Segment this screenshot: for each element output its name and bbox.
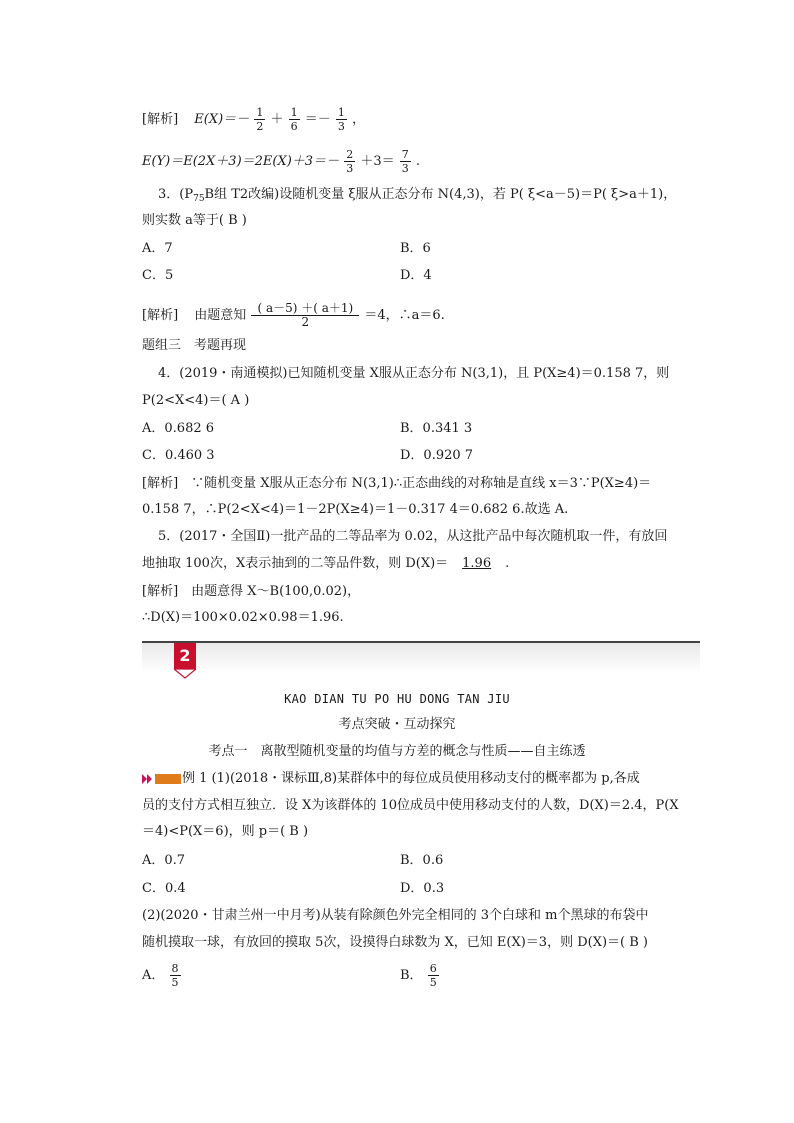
ex2-option-a <box>142 962 182 989</box>
solution-line-1 <box>142 106 365 133</box>
example-1-line-2: 员的支付方式相互独立．设 X为该群体的 10位成员中使用移动支付的人数，D(X)＝2.4，P(X <box>142 798 679 813</box>
example-1-line-3: ＝4)<P(X＝6)，则 p＝( B ) <box>142 824 309 839</box>
q3-option-b: B．6 <box>400 241 431 256</box>
question-5-line-2 <box>142 555 509 573</box>
question-4-line-2: P(2<X<4)＝( A ) <box>142 393 250 408</box>
answer-blank: 1.96 <box>462 556 492 571</box>
ex1-option-a: A．0.7 <box>142 853 186 868</box>
example-1-line-1 <box>142 770 640 788</box>
punctuation: . <box>505 556 510 571</box>
q4-option-d: D．0.920 7 <box>400 448 474 463</box>
question-4-line-1: 4．(2019・南通模拟)已知随机变量 X服从正态分布 N(3,1)，且 P(X≥4)＝0.158 7，则 <box>158 366 670 381</box>
example-arrow-icon <box>142 773 182 785</box>
sol3-post: ＝4，∴a＝6. <box>364 308 445 323</box>
fraction: $\frac{( a-5) +( a+1)}{2}$ <box>251 302 359 329</box>
q3-text-a: 3．(P <box>158 187 194 202</box>
option-label: A． <box>142 968 165 983</box>
section-pinyin: KAO DIAN TU PO HU DONG TAN JIU <box>284 692 510 706</box>
banner-grey-band <box>142 643 700 673</box>
solution-label: [解析] <box>142 112 179 127</box>
q3-text-b: B组 T2改编)设随机变量 ξ服从正态分布 N(4,3)，若 P( ξ<a－5)＝P( ξ>a＋1)， <box>204 187 677 202</box>
solution-5-line-1: [解析] 由题意得 X～B(100,0.02)， <box>142 584 361 599</box>
ex2-option-b <box>400 962 440 989</box>
punctuation: ， <box>352 112 366 127</box>
fraction: $\frac{6}{5}$ <box>429 962 437 989</box>
punctuation: . <box>415 154 421 169</box>
option-label: B． <box>400 968 423 983</box>
q4-option-a: A．0.682 6 <box>142 421 215 436</box>
q3-option-c: C．5 <box>142 268 174 283</box>
ex1-option-c: C．0.4 <box>142 881 186 896</box>
operator: ＝－ <box>304 112 331 127</box>
operator: ＋ <box>270 112 284 127</box>
q4-option-b: B．0.341 3 <box>400 421 473 436</box>
solution-label: [解析] <box>142 308 179 323</box>
fraction: $\frac{1}{3}$ <box>337 106 345 133</box>
solution-5-line-2: ∴D(X)＝100×0.02×0.98＝1.96. <box>142 610 344 625</box>
question-5-line-1: 5．(2017・全国Ⅱ)一批产品的二等品率为 0.02，从这批产品中每次随机取一件，有放回 <box>158 529 668 544</box>
q4-option-c: C．0.460 3 <box>142 448 215 463</box>
solution-4-line-2: 0.158 7，∴P(2<X<4)＝1－2P(X≥4)＝1－0.317 4＝0.682 6.故选 A. <box>142 502 569 517</box>
solution-3 <box>142 302 445 329</box>
group-heading: 题组三 考题再现 <box>142 338 247 353</box>
question-3-line-1 <box>158 186 676 208</box>
fraction: $\frac{2}{3}$ <box>346 148 354 175</box>
formula-lhs: E(X)＝－ <box>194 112 250 127</box>
ex1-option-b: B．0.6 <box>400 853 444 868</box>
sol3-pre: 由题意知 <box>194 308 247 323</box>
solution-line-2 <box>142 148 420 175</box>
solution-4-line-1: [解析] ∵随机变量 X服从正态分布 N(3,1)∴正态曲线的对称轴是直线 x＝3∵P(X≥4)＝ <box>142 476 652 491</box>
example-2-line-2: 随机摸取一球，有放回的摸取 5次，设摸得白球数为 X，已知 E(X)＝3，则 D(X)＝( B ) <box>142 935 648 950</box>
section-banner <box>142 641 700 677</box>
q5-text-pre: 地抽取 100次，X表示抽到的二等品件数，则 D(X)＝ <box>142 556 449 571</box>
fraction: $\frac{1}{6}$ <box>290 106 298 133</box>
q3-option-a: A．7 <box>142 241 173 256</box>
fraction: $\frac{7}{3}$ <box>401 148 409 175</box>
question-3-line-2: 则实数 a等于( B ) <box>142 213 247 228</box>
banner-number: 2 <box>179 646 191 665</box>
formula-lhs: E(Y)＝E(2X＋3)＝2E(X)＋3＝－ <box>142 154 340 169</box>
q3-subscript: 75 <box>193 194 205 204</box>
section-point: 考点一 离散型随机变量的均值与方差的概念与性质——自主练透 <box>208 744 586 759</box>
section-title: 考点突破・互动探究 <box>338 717 456 732</box>
fraction: $\frac{1}{2}$ <box>256 106 264 133</box>
fraction: $\frac{8}{5}$ <box>171 962 179 989</box>
example-2-line-1: (2)(2020・甘肃兰州一中月考)从装有除颜色外完全相同的 3个白球和 m个黑球的布袋中 <box>142 908 649 923</box>
ex1-line-a-text: 例 1 (1)(2018・课标Ⅲ,8)某群体中的每位成员使用移动支付的概率都为 p,各成 <box>182 771 640 786</box>
banner-number-badge <box>174 643 196 669</box>
q3-option-d: D．4 <box>400 268 432 283</box>
ex1-option-d: D．0.3 <box>400 881 445 896</box>
banner-chevron-icon <box>174 669 196 679</box>
operator: ＋3＝ <box>360 154 395 169</box>
